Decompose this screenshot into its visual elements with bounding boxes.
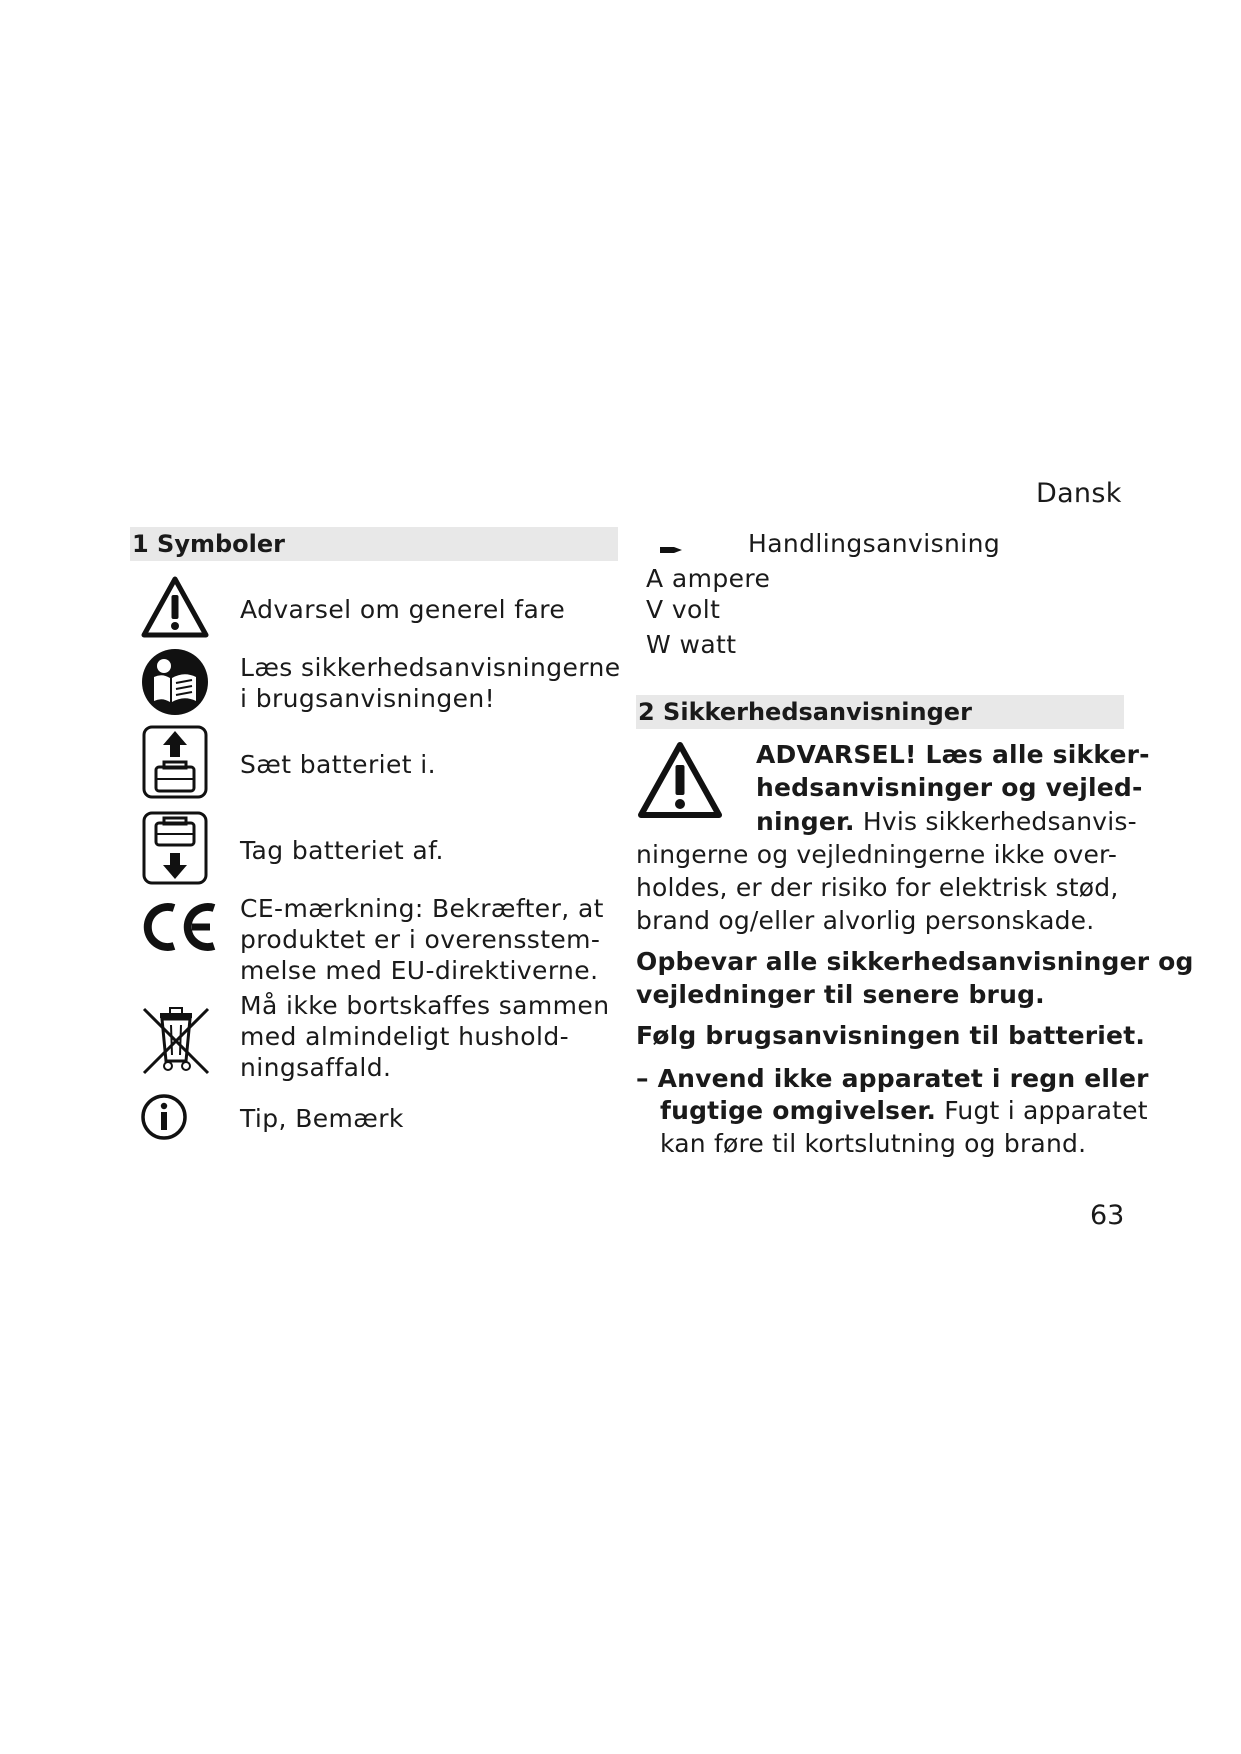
section-2-title: 2 Sikkerhedsanvisninger xyxy=(636,695,1124,729)
ce-mark-icon xyxy=(140,900,220,954)
symbol-text-remove-battery: Tag batteriet af. xyxy=(240,836,444,865)
action-arrow-icon xyxy=(660,540,682,559)
language-label: Dansk xyxy=(1036,478,1122,509)
action-instruction-label: Handlingsanvisning xyxy=(748,529,1001,558)
warning-body: ningerne og vejledningerne ikke over- holdes, er der risiko for elektrisk stød, brand og/eller alvorlig personskade. xyxy=(636,840,1119,935)
symbol-text-ce: CE-mærkning: Bekræfter, at produktet er i overensstem- melse med EU-direktiverne. xyxy=(240,894,604,985)
symbol-text-insert-battery: Sæt batteriet i. xyxy=(240,750,436,779)
section-1-title: 1 Symboler xyxy=(130,527,618,561)
warning-triangle-icon xyxy=(140,575,210,639)
abbr-volt: V volt xyxy=(646,595,721,624)
abbr-watt: W watt xyxy=(646,630,737,659)
rain-warning-body: fugtige omgivelser. Fugt i apparatet kan føre til kortslutning og brand. xyxy=(660,1096,1148,1158)
warning-heading: ADVARSEL! Læs alle sikker- hedsanvisninger og vejled- xyxy=(756,740,1150,802)
symbol-text-read-manual: Læs sikkerhedsanvisningerne i brugsanvisningen! xyxy=(240,653,621,713)
crossed-bin-icon xyxy=(140,1003,212,1077)
keep-instructions: Opbevar alle sikkerhedsanvisninger og vejledninger til senere brug. xyxy=(636,947,1194,1009)
symbol-text-info: Tip, Bemærk xyxy=(240,1104,404,1133)
remove-battery-icon xyxy=(142,811,208,885)
battery-instructions: Følg brugsanvisningen til batteriet. xyxy=(636,1021,1146,1050)
abbr-ampere: A ampere xyxy=(646,564,771,593)
symbol-text-bin: Må ikke bortskaffes sammen med almindeligt hushold- ningsaffald. xyxy=(240,991,610,1082)
info-icon xyxy=(140,1093,188,1141)
warning-triangle-icon xyxy=(636,740,724,824)
warning-continued: ninger. Hvis sikkerhedsanvis- xyxy=(756,807,1137,836)
page-number: 63 xyxy=(1090,1200,1125,1231)
read-manual-icon xyxy=(140,647,210,717)
rain-warning-line1: – Anvend ikke apparatet i regn eller xyxy=(636,1064,1149,1093)
insert-battery-icon xyxy=(142,725,208,799)
symbol-text-warning: Advarsel om generel fare xyxy=(240,595,566,624)
